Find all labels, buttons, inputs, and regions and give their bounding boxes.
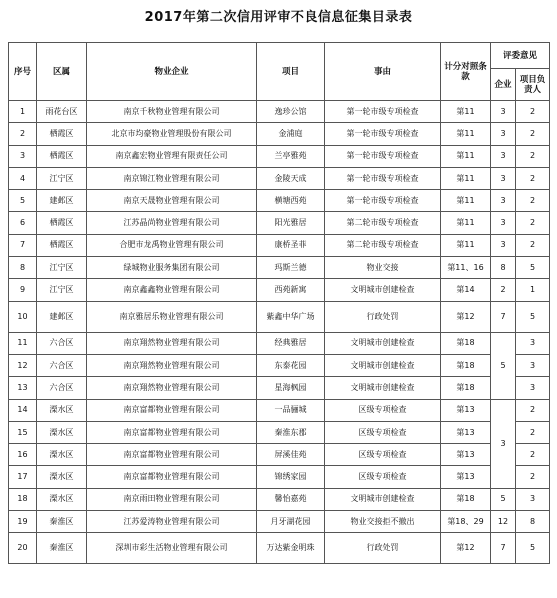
cell-seq: 19 — [9, 511, 37, 533]
cell-district: 江宁区 — [37, 167, 87, 189]
cell-enterprise: 2 — [491, 279, 516, 301]
cell-seq: 17 — [9, 466, 37, 488]
cell-seq: 2 — [9, 123, 37, 145]
table-row — [9, 533, 550, 564]
cell-project: 万达紫金明珠 — [257, 533, 325, 564]
cell-clause: 第11 — [441, 234, 491, 256]
cell-company: 绿城物业服务集团有限公司 — [87, 257, 257, 279]
cell-clause: 第18 — [441, 332, 491, 354]
cell-seq: 15 — [9, 421, 37, 443]
cell-seq: 4 — [9, 167, 37, 189]
table-row — [9, 488, 550, 510]
cell-clause: 第13 — [441, 444, 491, 466]
cell-project: 西苑新寓 — [257, 279, 325, 301]
cell-project: 秦淮东郡 — [257, 421, 325, 443]
cell-seq: 20 — [9, 533, 37, 564]
cell-reason: 第一轮市级专项检查 — [325, 101, 441, 123]
cell-company: 深圳市彩生活物业管理有限公司 — [87, 533, 257, 564]
cell-district: 溧水区 — [37, 488, 87, 510]
table-row — [9, 279, 550, 301]
cell-clause: 第18 — [441, 354, 491, 376]
cell-manager: 2 — [516, 190, 550, 212]
cell-reason: 文明城市创建检查 — [325, 377, 441, 399]
cell-clause: 第12 — [441, 533, 491, 564]
cell-manager: 3 — [516, 332, 550, 354]
cell-clause: 第11、16 — [441, 257, 491, 279]
cell-project: 横塘西苑 — [257, 190, 325, 212]
cell-seq: 13 — [9, 377, 37, 399]
cell-manager: 2 — [516, 399, 550, 421]
cell-district: 秦淮区 — [37, 533, 87, 564]
cell-reason: 行政处罚 — [325, 533, 441, 564]
cell-project: 紫鑫中华广场 — [257, 301, 325, 332]
header-seq: 序号 — [9, 43, 37, 101]
table-row — [9, 167, 550, 189]
cell-district: 溧水区 — [37, 466, 87, 488]
cell-manager: 2 — [516, 123, 550, 145]
cell-reason: 区级专项检查 — [325, 399, 441, 421]
cell-reason: 区级专项检查 — [325, 444, 441, 466]
cell-clause: 第13 — [441, 466, 491, 488]
cell-district: 栖霞区 — [37, 145, 87, 167]
cell-company: 南京富都物业管理有限公司 — [87, 421, 257, 443]
cell-enterprise: 3 — [491, 167, 516, 189]
cell-enterprise: 8 — [491, 257, 516, 279]
header-project: 项目 — [257, 43, 325, 101]
cell-reason: 第一轮市级专项检查 — [325, 167, 441, 189]
cell-seq: 8 — [9, 257, 37, 279]
cell-seq: 16 — [9, 444, 37, 466]
cell-project: 玛斯兰德 — [257, 257, 325, 279]
cell-project: 馨怡嘉苑 — [257, 488, 325, 510]
cell-company: 北京市均豪物业管理股份有限公司 — [87, 123, 257, 145]
cell-district: 溧水区 — [37, 399, 87, 421]
table-row — [9, 444, 550, 466]
cell-district: 江宁区 — [37, 257, 87, 279]
cell-clause: 第13 — [441, 421, 491, 443]
table-row — [9, 145, 550, 167]
cell-clause: 第18、29 — [441, 511, 491, 533]
cell-clause: 第11 — [441, 101, 491, 123]
header-district: 区属 — [37, 43, 87, 101]
table-row — [9, 332, 550, 354]
cell-enterprise: 3 — [491, 212, 516, 234]
cell-manager: 3 — [516, 354, 550, 376]
cell-company: 南京翔然物业管理有限公司 — [87, 377, 257, 399]
header-reason: 事由 — [325, 43, 441, 101]
cell-clause: 第11 — [441, 145, 491, 167]
cell-project: 康桥圣菲 — [257, 234, 325, 256]
cell-district: 溧水区 — [37, 444, 87, 466]
cell-district: 栖霞区 — [37, 234, 87, 256]
cell-project: 金陵天成 — [257, 167, 325, 189]
cell-district: 六合区 — [37, 332, 87, 354]
cell-seq: 18 — [9, 488, 37, 510]
cell-manager: 5 — [516, 533, 550, 564]
page-title: 2017年第二次信用评审不良信息征集目录表 — [144, 10, 413, 25]
cell-clause: 第11 — [441, 190, 491, 212]
table-row — [9, 511, 550, 533]
cell-manager: 1 — [516, 279, 550, 301]
table-row — [9, 466, 550, 488]
cell-enterprise: 7 — [491, 533, 516, 564]
table-row — [9, 354, 550, 376]
header-manager: 项目负责人 — [516, 69, 550, 101]
cell-enterprise: 3 — [491, 145, 516, 167]
cell-reason: 物业交接 — [325, 257, 441, 279]
cell-manager: 8 — [516, 511, 550, 533]
table-row — [9, 421, 550, 443]
cell-project: 阳光雅居 — [257, 212, 325, 234]
cell-enterprise: 7 — [491, 301, 516, 332]
cell-company: 南京翔然物业管理有限公司 — [87, 332, 257, 354]
cell-company: 南京富都物业管理有限公司 — [87, 444, 257, 466]
cell-company: 南京天晟物业管理有限公司 — [87, 190, 257, 212]
cell-reason: 文明城市创建检查 — [325, 354, 441, 376]
cell-enterprise: 3 — [491, 123, 516, 145]
cell-seq: 3 — [9, 145, 37, 167]
cell-seq: 1 — [9, 101, 37, 123]
cell-manager: 2 — [516, 466, 550, 488]
cell-seq: 10 — [9, 301, 37, 332]
table-row — [9, 257, 550, 279]
table-row — [9, 377, 550, 399]
cell-clause: 第14 — [441, 279, 491, 301]
cell-district: 栖霞区 — [37, 123, 87, 145]
cell-reason: 第一轮市级专项检查 — [325, 190, 441, 212]
cell-enterprise: 3 — [491, 190, 516, 212]
cell-company: 南京雨田物业管理有限公司 — [87, 488, 257, 510]
cell-district: 溧水区 — [37, 421, 87, 443]
cell-clause: 第18 — [441, 488, 491, 510]
header-company: 物业企业 — [87, 43, 257, 101]
cell-clause: 第12 — [441, 301, 491, 332]
cell-enterprise: 3 — [491, 101, 516, 123]
cell-project: 锦绣家园 — [257, 466, 325, 488]
cell-manager: 2 — [516, 101, 550, 123]
cell-clause: 第11 — [441, 123, 491, 145]
cell-reason: 第一轮市级专项检查 — [325, 123, 441, 145]
cell-manager: 2 — [516, 421, 550, 443]
cell-project: 东泰花园 — [257, 354, 325, 376]
cell-company: 南京雅居乐物业管理有限公司 — [87, 301, 257, 332]
cell-reason: 物业交接拒不撤出 — [325, 511, 441, 533]
cell-clause: 第18 — [441, 377, 491, 399]
table-row — [9, 301, 550, 332]
cell-clause: 第13 — [441, 399, 491, 421]
cell-project: 金浦庭 — [257, 123, 325, 145]
cell-manager: 5 — [516, 301, 550, 332]
cell-enterprise: 5 — [491, 488, 516, 510]
cell-district: 建邺区 — [37, 301, 87, 332]
cell-seq: 6 — [9, 212, 37, 234]
cell-project: 星海枫园 — [257, 377, 325, 399]
cell-seq: 5 — [9, 190, 37, 212]
header-opinion: 评委意见 — [491, 43, 550, 69]
table-row — [9, 399, 550, 421]
cell-project: 一品骊城 — [257, 399, 325, 421]
cell-project: 经典雅居 — [257, 332, 325, 354]
cell-enterprise-merged: 5 — [491, 332, 516, 399]
table-row — [9, 123, 550, 145]
cell-seq: 12 — [9, 354, 37, 376]
cell-company: 江苏爱涛物业管理有限公司 — [87, 511, 257, 533]
cell-district: 秦淮区 — [37, 511, 87, 533]
cell-company: 南京鑫宏物业管理有限责任公司 — [87, 145, 257, 167]
cell-seq: 11 — [9, 332, 37, 354]
cell-seq: 14 — [9, 399, 37, 421]
cell-company: 南京鑫鑫物业管理有限公司 — [87, 279, 257, 301]
cell-project: 月牙湖花园 — [257, 511, 325, 533]
table-row — [9, 234, 550, 256]
header-enterprise: 企业 — [491, 69, 516, 101]
cell-seq: 9 — [9, 279, 37, 301]
cell-project: 逸珍公馆 — [257, 101, 325, 123]
cell-company: 南京锦江物业管理有限公司 — [87, 167, 257, 189]
cell-project: 屏溪佳苑 — [257, 444, 325, 466]
cell-reason: 文明城市创建检查 — [325, 279, 441, 301]
cell-enterprise: 12 — [491, 511, 516, 533]
cell-district: 建邺区 — [37, 190, 87, 212]
cell-reason: 文明城市创建检查 — [325, 488, 441, 510]
cell-clause: 第11 — [441, 212, 491, 234]
cell-project: 兰亭雅苑 — [257, 145, 325, 167]
cell-company: 江苏晶尚物业管理有限公司 — [87, 212, 257, 234]
cell-manager: 2 — [516, 212, 550, 234]
cell-district: 雨花台区 — [37, 101, 87, 123]
cell-enterprise: 3 — [491, 234, 516, 256]
cell-manager: 3 — [516, 377, 550, 399]
cell-reason: 第二轮市级专项检查 — [325, 234, 441, 256]
cell-reason: 文明城市创建检查 — [325, 332, 441, 354]
table-row — [9, 212, 550, 234]
cell-district: 栖霞区 — [37, 212, 87, 234]
header-clause: 计分对照条款 — [441, 43, 491, 101]
cell-company: 南京富都物业管理有限公司 — [87, 466, 257, 488]
cell-manager: 5 — [516, 257, 550, 279]
cell-district: 六合区 — [37, 377, 87, 399]
cell-company: 合肥市龙禹物业管理有限公司 — [87, 234, 257, 256]
credit-table — [8, 42, 550, 564]
cell-district: 江宁区 — [37, 279, 87, 301]
table-row — [9, 190, 550, 212]
cell-reason: 区级专项检查 — [325, 466, 441, 488]
table-row — [9, 101, 550, 123]
cell-district: 六合区 — [37, 354, 87, 376]
cell-reason: 行政处罚 — [325, 301, 441, 332]
cell-manager: 2 — [516, 234, 550, 256]
cell-clause: 第11 — [441, 167, 491, 189]
cell-company: 南京翔然物业管理有限公司 — [87, 354, 257, 376]
cell-manager: 3 — [516, 488, 550, 510]
cell-reason: 第二轮市级专项检查 — [325, 212, 441, 234]
cell-enterprise-merged: 3 — [491, 399, 516, 488]
cell-company: 南京千秋物业管理有限公司 — [87, 101, 257, 123]
cell-reason: 区级专项检查 — [325, 421, 441, 443]
cell-reason: 第一轮市级专项检查 — [325, 145, 441, 167]
cell-company: 南京富都物业管理有限公司 — [87, 399, 257, 421]
cell-manager: 2 — [516, 145, 550, 167]
cell-manager: 2 — [516, 167, 550, 189]
cell-seq: 7 — [9, 234, 37, 256]
cell-manager: 2 — [516, 444, 550, 466]
